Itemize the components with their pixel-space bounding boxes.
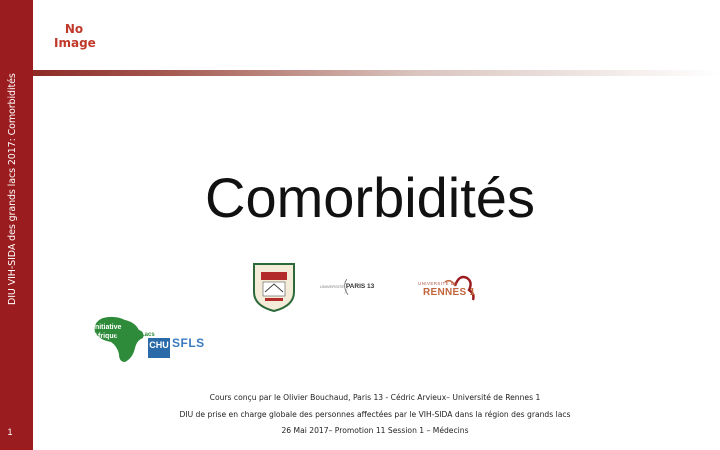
rennes-logo-text: RENNES 1 xyxy=(423,287,476,298)
sidebar-vertical-title: DIU VIH-SIDA des grands lacs 2017: Comorbidités xyxy=(7,73,18,305)
footer-credits xyxy=(160,390,590,440)
africa-initiative-text: Initiative Afrique Grandes Lacs xyxy=(93,324,155,340)
footer-line-course: DIU de prise en charge globale des personnes affectées par le VIH-SIDA dans la région des grands lacs xyxy=(179,409,571,419)
header-divider xyxy=(33,70,720,76)
sfls-logo: SFLS xyxy=(172,336,205,350)
no-image-line1: No xyxy=(64,22,84,36)
page-number: 1 xyxy=(7,427,13,437)
paris13-logo-text: UNIVERSITÉ PARIS 13 xyxy=(320,283,375,290)
footer-line-authors: Cours conçu par le Olivier Bouchaud, Paris 13 - Cédric Arvieux– Université de Rennes 1 xyxy=(209,393,541,402)
no-image-line2: Image xyxy=(54,36,96,50)
university-crest-logo xyxy=(251,262,297,312)
footer-line-date: 26 Mai 2017– Promotion 11 Session 1 – Médecins xyxy=(281,426,469,435)
no-image-placeholder xyxy=(54,22,94,50)
chu-logo: CHU xyxy=(148,338,170,358)
rennes-logo-small-text: UNIVERSITÉ DE xyxy=(418,281,458,286)
slide-title: Comorbidités xyxy=(205,166,535,229)
sidebar xyxy=(0,0,33,450)
